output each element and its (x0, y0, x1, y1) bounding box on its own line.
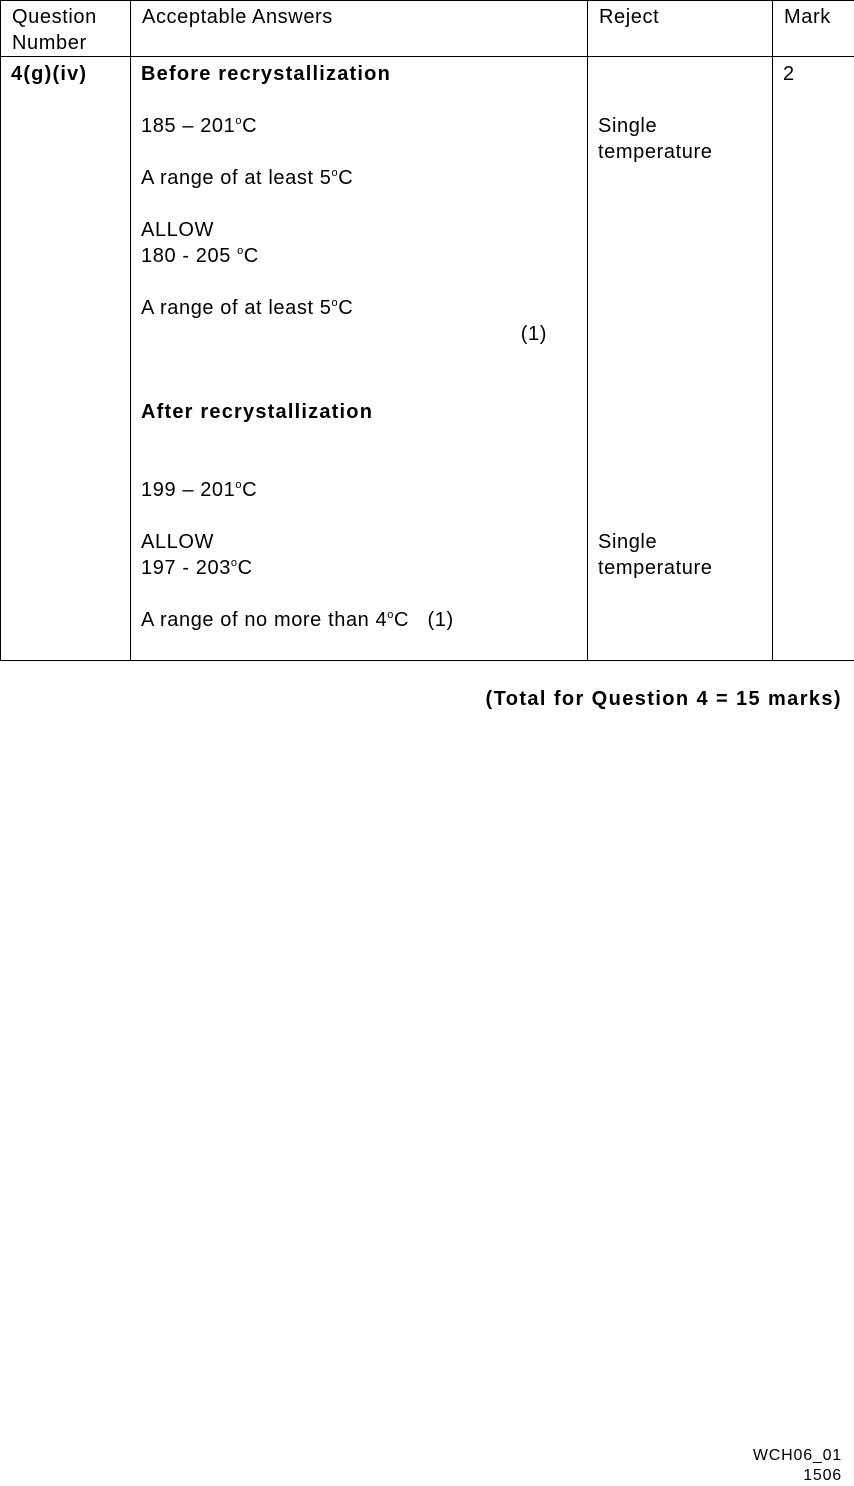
header-row (1, 1, 854, 57)
paper-code: WCH06_01 (753, 1446, 842, 1466)
after-range: 199 – 201$^o$C (141, 477, 577, 503)
mark-value: 2 (783, 61, 844, 87)
answer-row (1, 57, 854, 661)
mark-cell (773, 57, 854, 661)
allow-range-2: 197 - 203$^o$C (141, 555, 577, 581)
question-number-cell (1, 57, 131, 661)
reject-1-line2: temperature (598, 139, 762, 165)
header-mark: Mark (773, 1, 854, 57)
after-heading: After recrystallization (141, 399, 577, 425)
allow-label-1: ALLOW (141, 217, 577, 243)
before-mark: (1) (141, 321, 577, 347)
header-reject: Reject (588, 1, 773, 57)
exam-session: 1506 (753, 1466, 842, 1486)
page-footer (753, 1446, 842, 1486)
reject-2-line1: Single (598, 529, 762, 555)
question-total: (Total for Question 4 = 15 marks) (486, 688, 842, 711)
before-range: 185 – 201$^o$C (141, 113, 577, 139)
reject-1-line1: Single (598, 113, 762, 139)
after-note: A range of no more than 4$^o$C (1) (141, 607, 577, 633)
before-heading: Before recrystallization (141, 61, 577, 87)
acceptable-answers-cell (131, 57, 588, 661)
mark-scheme-table (0, 0, 854, 661)
allow-range-1: 180 - 205 $^o$C (141, 243, 577, 269)
reject-cell (588, 57, 773, 661)
reject-2-line2: temperature (598, 555, 762, 581)
allow-label-2: ALLOW (141, 529, 577, 555)
header-question-number: Question Number (1, 1, 131, 57)
before-note: A range of at least 5$^o$C (141, 165, 577, 191)
question-number: 4(g)(iv) (11, 61, 120, 87)
allow-note-1: A range of at least 5$^o$C (141, 295, 577, 321)
header-acceptable-answers: Acceptable Answers (131, 1, 588, 57)
